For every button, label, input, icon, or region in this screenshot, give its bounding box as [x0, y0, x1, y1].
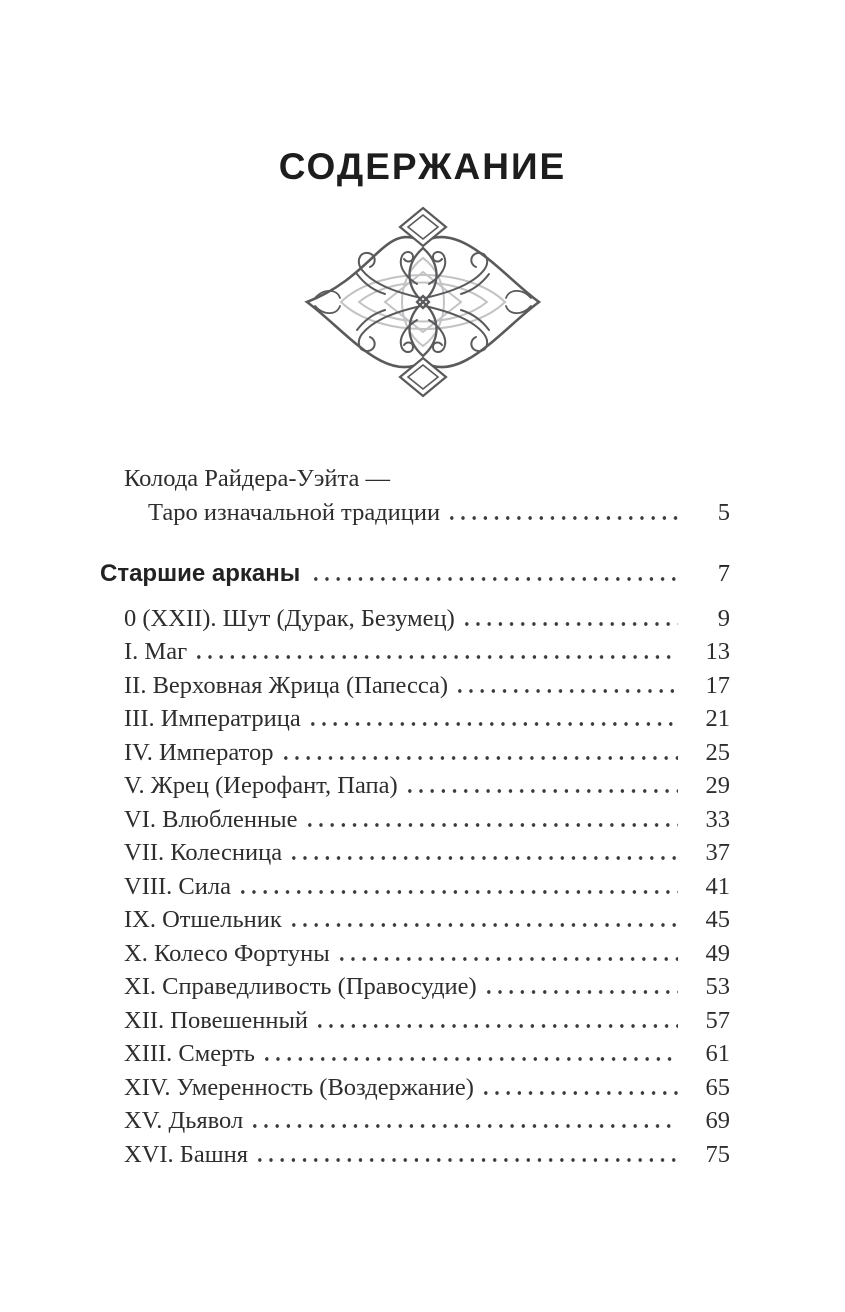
toc-entry-label: II. Верховная Жрица (Папесса) [124, 671, 449, 699]
diamond-flourish-ornament [303, 206, 543, 398]
toc-entry-page: 33 [705, 805, 730, 833]
dot-leader [314, 577, 678, 581]
toc-entry-page: 29 [705, 772, 730, 799]
toc-entry-row [100, 1037, 730, 1071]
toc-entry-row [100, 669, 730, 703]
toc-entry-page: 41 [705, 872, 730, 900]
toc-entry-row [100, 836, 730, 870]
dot-leader [340, 957, 678, 961]
toc-entry-page: 57 [705, 1006, 730, 1034]
toc-entry-page: 13 [705, 638, 730, 665]
toc-entry-row [100, 602, 730, 636]
toc-entry-row [100, 702, 730, 736]
toc-entry-page: 17 [705, 671, 730, 699]
toc-entry-row [100, 1004, 730, 1038]
dot-leader [408, 789, 678, 793]
toc-entry-label: XI. Справедливость (Правосудие) [124, 973, 477, 1000]
dot-leader [253, 1124, 678, 1128]
dot-leader [484, 1091, 678, 1095]
dot-leader [241, 890, 678, 894]
flourish-icon [303, 206, 543, 398]
dot-leader [284, 756, 678, 760]
toc-entry-row [100, 937, 730, 971]
toc-entry-label: VII. Колесница [124, 839, 283, 866]
toc-entry-label: IV. Император [124, 738, 274, 766]
toc-entry-label: I. Маг [124, 638, 188, 665]
toc-entry-page: 45 [705, 906, 730, 933]
dot-leader [292, 923, 678, 927]
toc-entry-label: XIV. Умеренность (Воздержание) [124, 1073, 474, 1101]
toc-entry-page: 75 [705, 1140, 730, 1168]
toc-entry-page: 21 [705, 705, 730, 732]
toc-entry-row [100, 903, 730, 937]
toc-entry-page: 69 [705, 1107, 730, 1134]
dot-leader [292, 856, 678, 860]
dot-leader [258, 1158, 678, 1162]
dot-leader [318, 1024, 678, 1028]
dot-leader [308, 823, 679, 827]
toc-intro-label-line1: Колода Райдера-Уэйта — [124, 465, 390, 492]
toc-entry-page: 49 [705, 939, 730, 967]
toc-entry-row [100, 1104, 730, 1138]
toc-entry-row [100, 803, 730, 837]
toc-section-row [100, 557, 730, 591]
toc-entry-label: VI. Влюбленные [124, 805, 298, 833]
toc-entry-label: V. Жрец (Иерофант, Папа) [124, 772, 398, 799]
toc-entry-row [100, 870, 730, 904]
toc-entry-list [100, 602, 730, 1172]
toc-intro-label-line2: Таро изначальной традиции [148, 498, 441, 526]
dot-leader [450, 516, 678, 520]
toc-entry-label: X. Колесо Фортуны [124, 939, 330, 967]
dot-leader [487, 990, 678, 994]
toc-section-page: 7 [717, 560, 730, 587]
toc-intro-row-line1 [100, 462, 730, 496]
toc-entry-page: 53 [705, 973, 730, 1000]
toc-entry-page: 61 [705, 1040, 730, 1067]
toc-entry-row [100, 1071, 730, 1105]
toc-entry-label: XV. Дьявол [124, 1107, 244, 1134]
toc-entry-row [100, 970, 730, 1004]
toc-entry-label: IX. Отшельник [124, 906, 282, 933]
toc-entry-row [100, 736, 730, 770]
table-of-contents [100, 462, 730, 1171]
dot-leader [197, 655, 678, 659]
toc-entry-page: 25 [705, 738, 730, 766]
dot-leader [265, 1057, 678, 1061]
toc-entry-page: 65 [705, 1073, 730, 1101]
toc-entry-row [100, 769, 730, 803]
toc-intro-row-line2 [100, 496, 730, 530]
toc-entry-label: VIII. Сила [124, 872, 231, 900]
toc-entry-page: 37 [705, 839, 730, 866]
toc-entry-label: 0 (XXII). Шут (Дурак, Безумец) [124, 604, 455, 632]
toc-entry-label: XVI. Башня [124, 1140, 248, 1168]
toc-section-label: Старшие арканы [100, 560, 301, 587]
toc-entry-page: 9 [717, 604, 730, 632]
dot-leader [465, 622, 678, 626]
dot-leader [311, 722, 678, 726]
toc-entry-label: XII. Повешенный [124, 1006, 309, 1034]
toc-entry-label: III. Императрица [124, 705, 301, 732]
toc-intro-page: 5 [717, 498, 730, 526]
dot-leader [458, 689, 678, 693]
toc-entry-row [100, 1138, 730, 1172]
toc-entry-label: XIII. Смерть [124, 1040, 255, 1067]
page-title: СОДЕРЖАНИЕ [278, 146, 567, 187]
toc-entry-row [100, 635, 730, 669]
